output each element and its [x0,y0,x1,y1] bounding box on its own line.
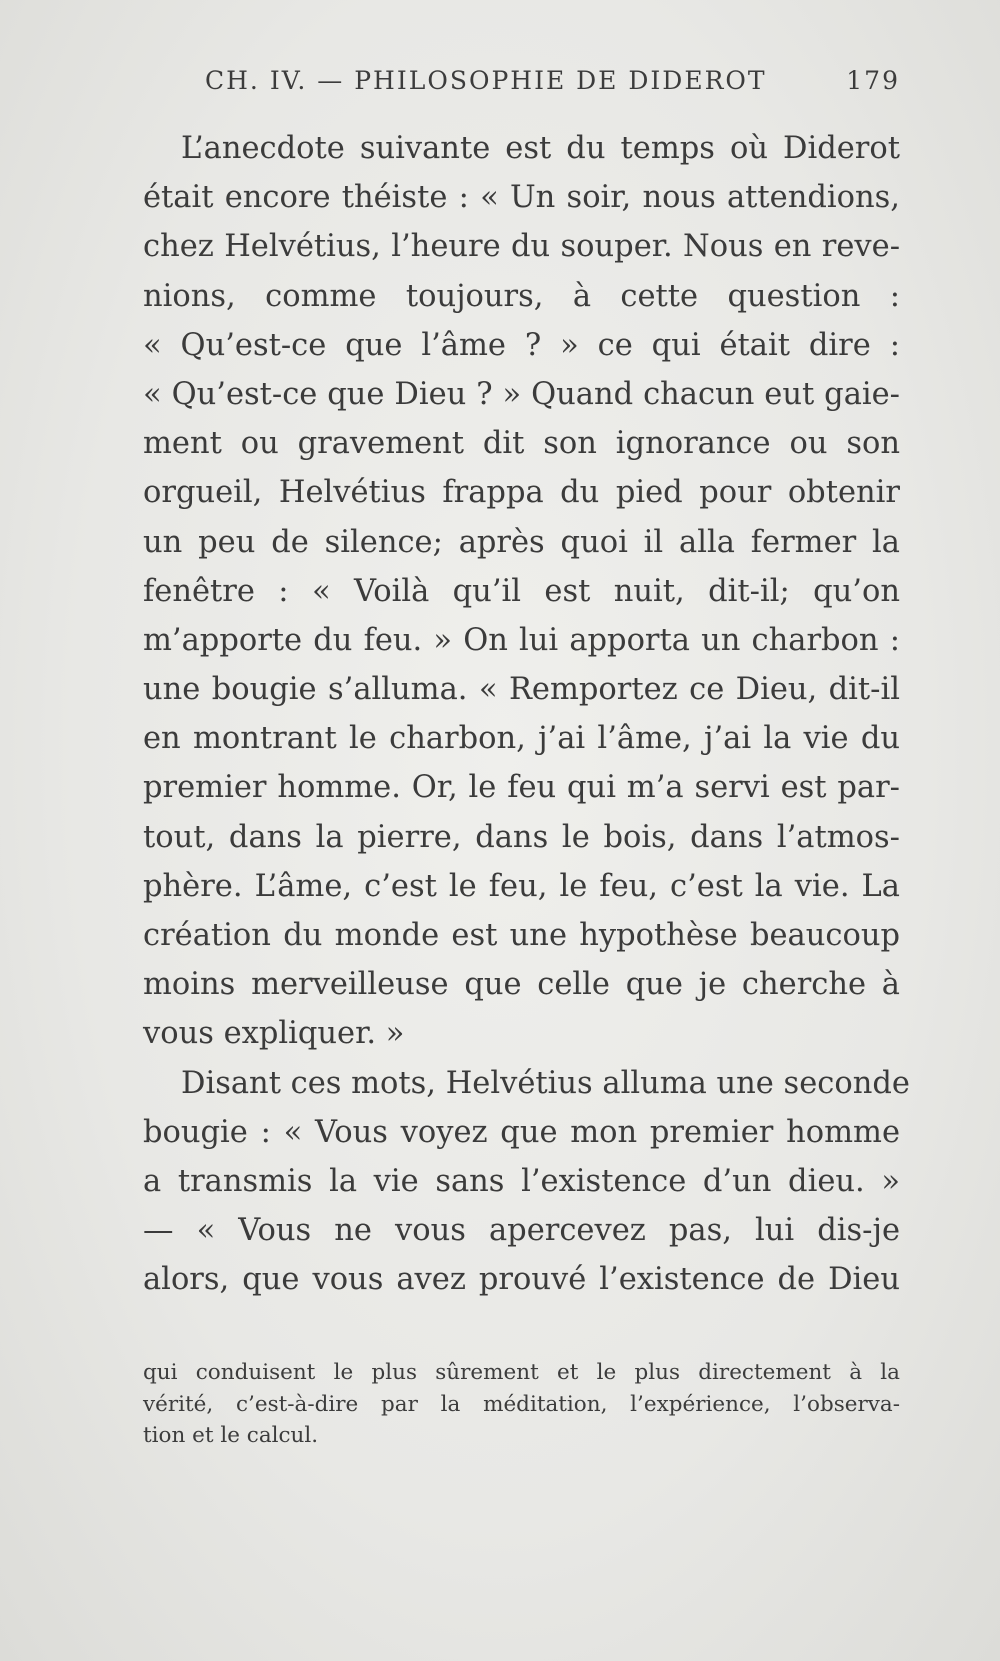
text-line: vous expliquer. » [143,1016,405,1052]
text-line: L’anecdote suivante est du temps où Diderot [181,131,900,166]
text-line: alors, que vous avez prouvé l’existence de Dieu [143,1262,900,1298]
text-line: chez Helvétius, l’heure du souper. Nous en reve- [143,229,900,265]
text-line: une bougie s’alluma. « Remportez ce Dieu, dit-il [143,672,900,708]
text-line: tout, dans la pierre, dans le bois, dans l’atmos- [143,819,900,855]
text-line: — « Vous ne vous apercevez pas, lui dis-je [143,1213,900,1249]
text-line: bougie : « Vous voyez que mon premier homme [143,1114,900,1150]
page-number: 179 [846,66,900,95]
footnote-line: vérité, c’est-à-dire par la méditation, l’expérience, l’observa- [143,1391,900,1417]
text-line: fenêtre : « Voilà qu’il est nuit, dit-il; qu’on [143,573,900,609]
footnote-line: qui conduisent le plus sûrement et le plus directement à la [143,1360,900,1385]
text-line: orgueil, Helvétius frappa du pied pour obtenir [143,475,900,511]
body-text [143,124,910,1305]
text-line: moins merveilleuse que celle que je cherche à [143,967,900,1003]
text-line: était encore théiste : « Un soir, nous attendions, [143,180,900,216]
text-line: a transmis la vie sans l’existence d’un dieu. » [143,1163,900,1199]
footnote-line: tion et le calcul. [143,1423,319,1448]
text-line: Disant ces mots, Helvétius alluma une seconde [181,1065,910,1101]
text-line: premier homme. Or, le feu qui m’a servi est par- [143,770,900,806]
running-title: CH. IV. — PHILOSOPHIE DE DIDEROT [205,66,767,95]
text-line: ment ou gravement dit son ignorance ou son [143,426,900,462]
text-line: phère. L’âme, c’est le feu, le feu, c’est la vie. La [143,868,900,904]
text-line: en montrant le charbon, j’ai l’âme, j’ai la vie du [143,721,900,757]
text-line: un peu de silence; après quoi il alla fermer la [143,524,900,560]
running-header [205,66,900,106]
text-line: « Qu’est-ce que Dieu ? » Quand chacun eut gaie- [143,376,900,412]
text-line: création du monde est une hypothèse beaucoup [143,918,900,953]
text-line: « Qu’est-ce que l’âme ? » ce qui était dire : [143,327,900,363]
text-line: m’apporte du feu. » On lui apporta un charbon : [143,622,900,658]
footnote [143,1357,900,1452]
text-line: nions, comme toujours, à cette question : [143,278,900,314]
